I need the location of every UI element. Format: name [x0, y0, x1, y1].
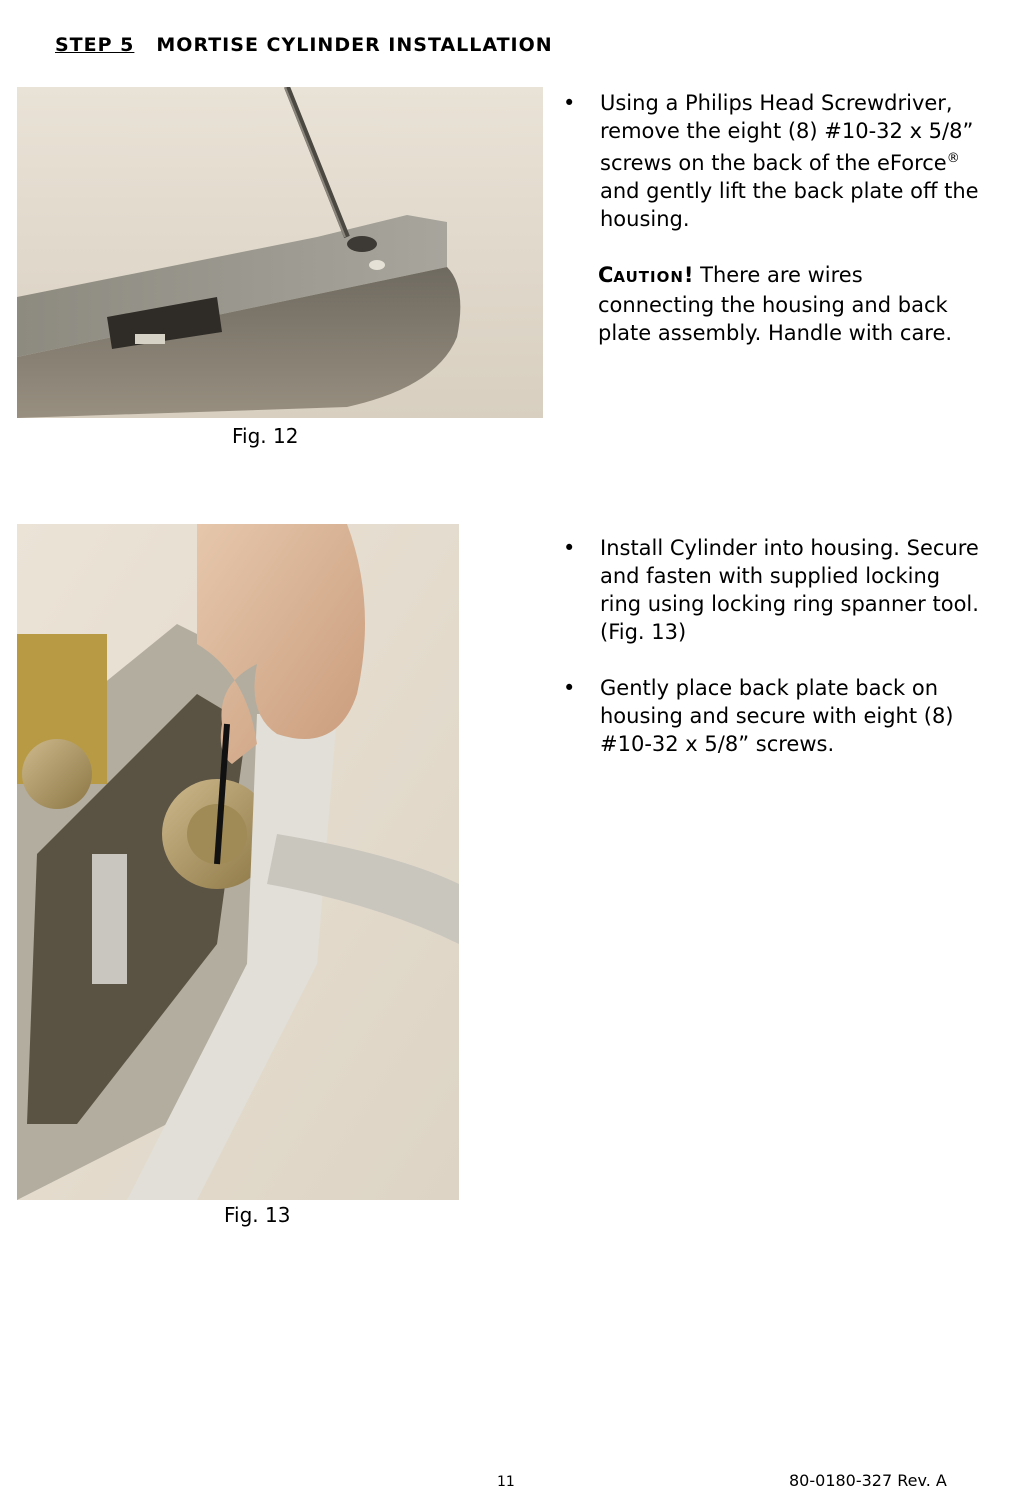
bullet-symbol: •	[563, 676, 576, 700]
instruction-text-part1: Using a Philips Head Screwdriver, remove the eight (8) #10-32 x 5/8” screws on the back of the eForce	[600, 91, 974, 175]
step-title: MORTISE CYLINDER INSTALLATION	[156, 34, 553, 56]
caution-label-initial: C	[598, 263, 614, 287]
bullet-symbol: •	[563, 536, 576, 560]
registered-mark: ®	[946, 151, 960, 166]
caution-note	[563, 261, 983, 347]
bullet-symbol: •	[563, 91, 576, 115]
list-item	[563, 674, 983, 758]
figure-13-photo	[17, 524, 459, 1200]
instruction-block-1	[563, 89, 983, 347]
caution-label-end: !	[683, 263, 694, 287]
instruction-block-2	[563, 534, 983, 758]
document-number: 80-0180-327 Rev. A	[789, 1471, 947, 1490]
caution-text: There are wires connecting the housing and back plate assembly. Handle with care.	[598, 263, 953, 345]
list-item	[563, 534, 983, 646]
page-number: 11	[497, 1474, 515, 1490]
replace-back-plate-text: Gently place back plate back on housing and secure with eight (8) #10-32 x 5/8” screws.	[600, 676, 954, 756]
list-item	[563, 89, 983, 233]
page-heading	[55, 34, 553, 56]
figure-13-caption: Fig. 13	[224, 1203, 291, 1227]
figure-12-photo	[17, 87, 543, 418]
figure-12-caption: Fig. 12	[232, 424, 299, 448]
caution-label-rest: AUTION	[613, 268, 684, 286]
instruction-text-part2: and gently lift the back plate off the housing.	[600, 179, 979, 231]
step-label: STEP 5	[55, 34, 135, 56]
install-cylinder-text: Install Cylinder into housing. Secure and fasten with supplied locking ring using locking ring spanner tool. (Fig. 13)	[600, 536, 979, 644]
